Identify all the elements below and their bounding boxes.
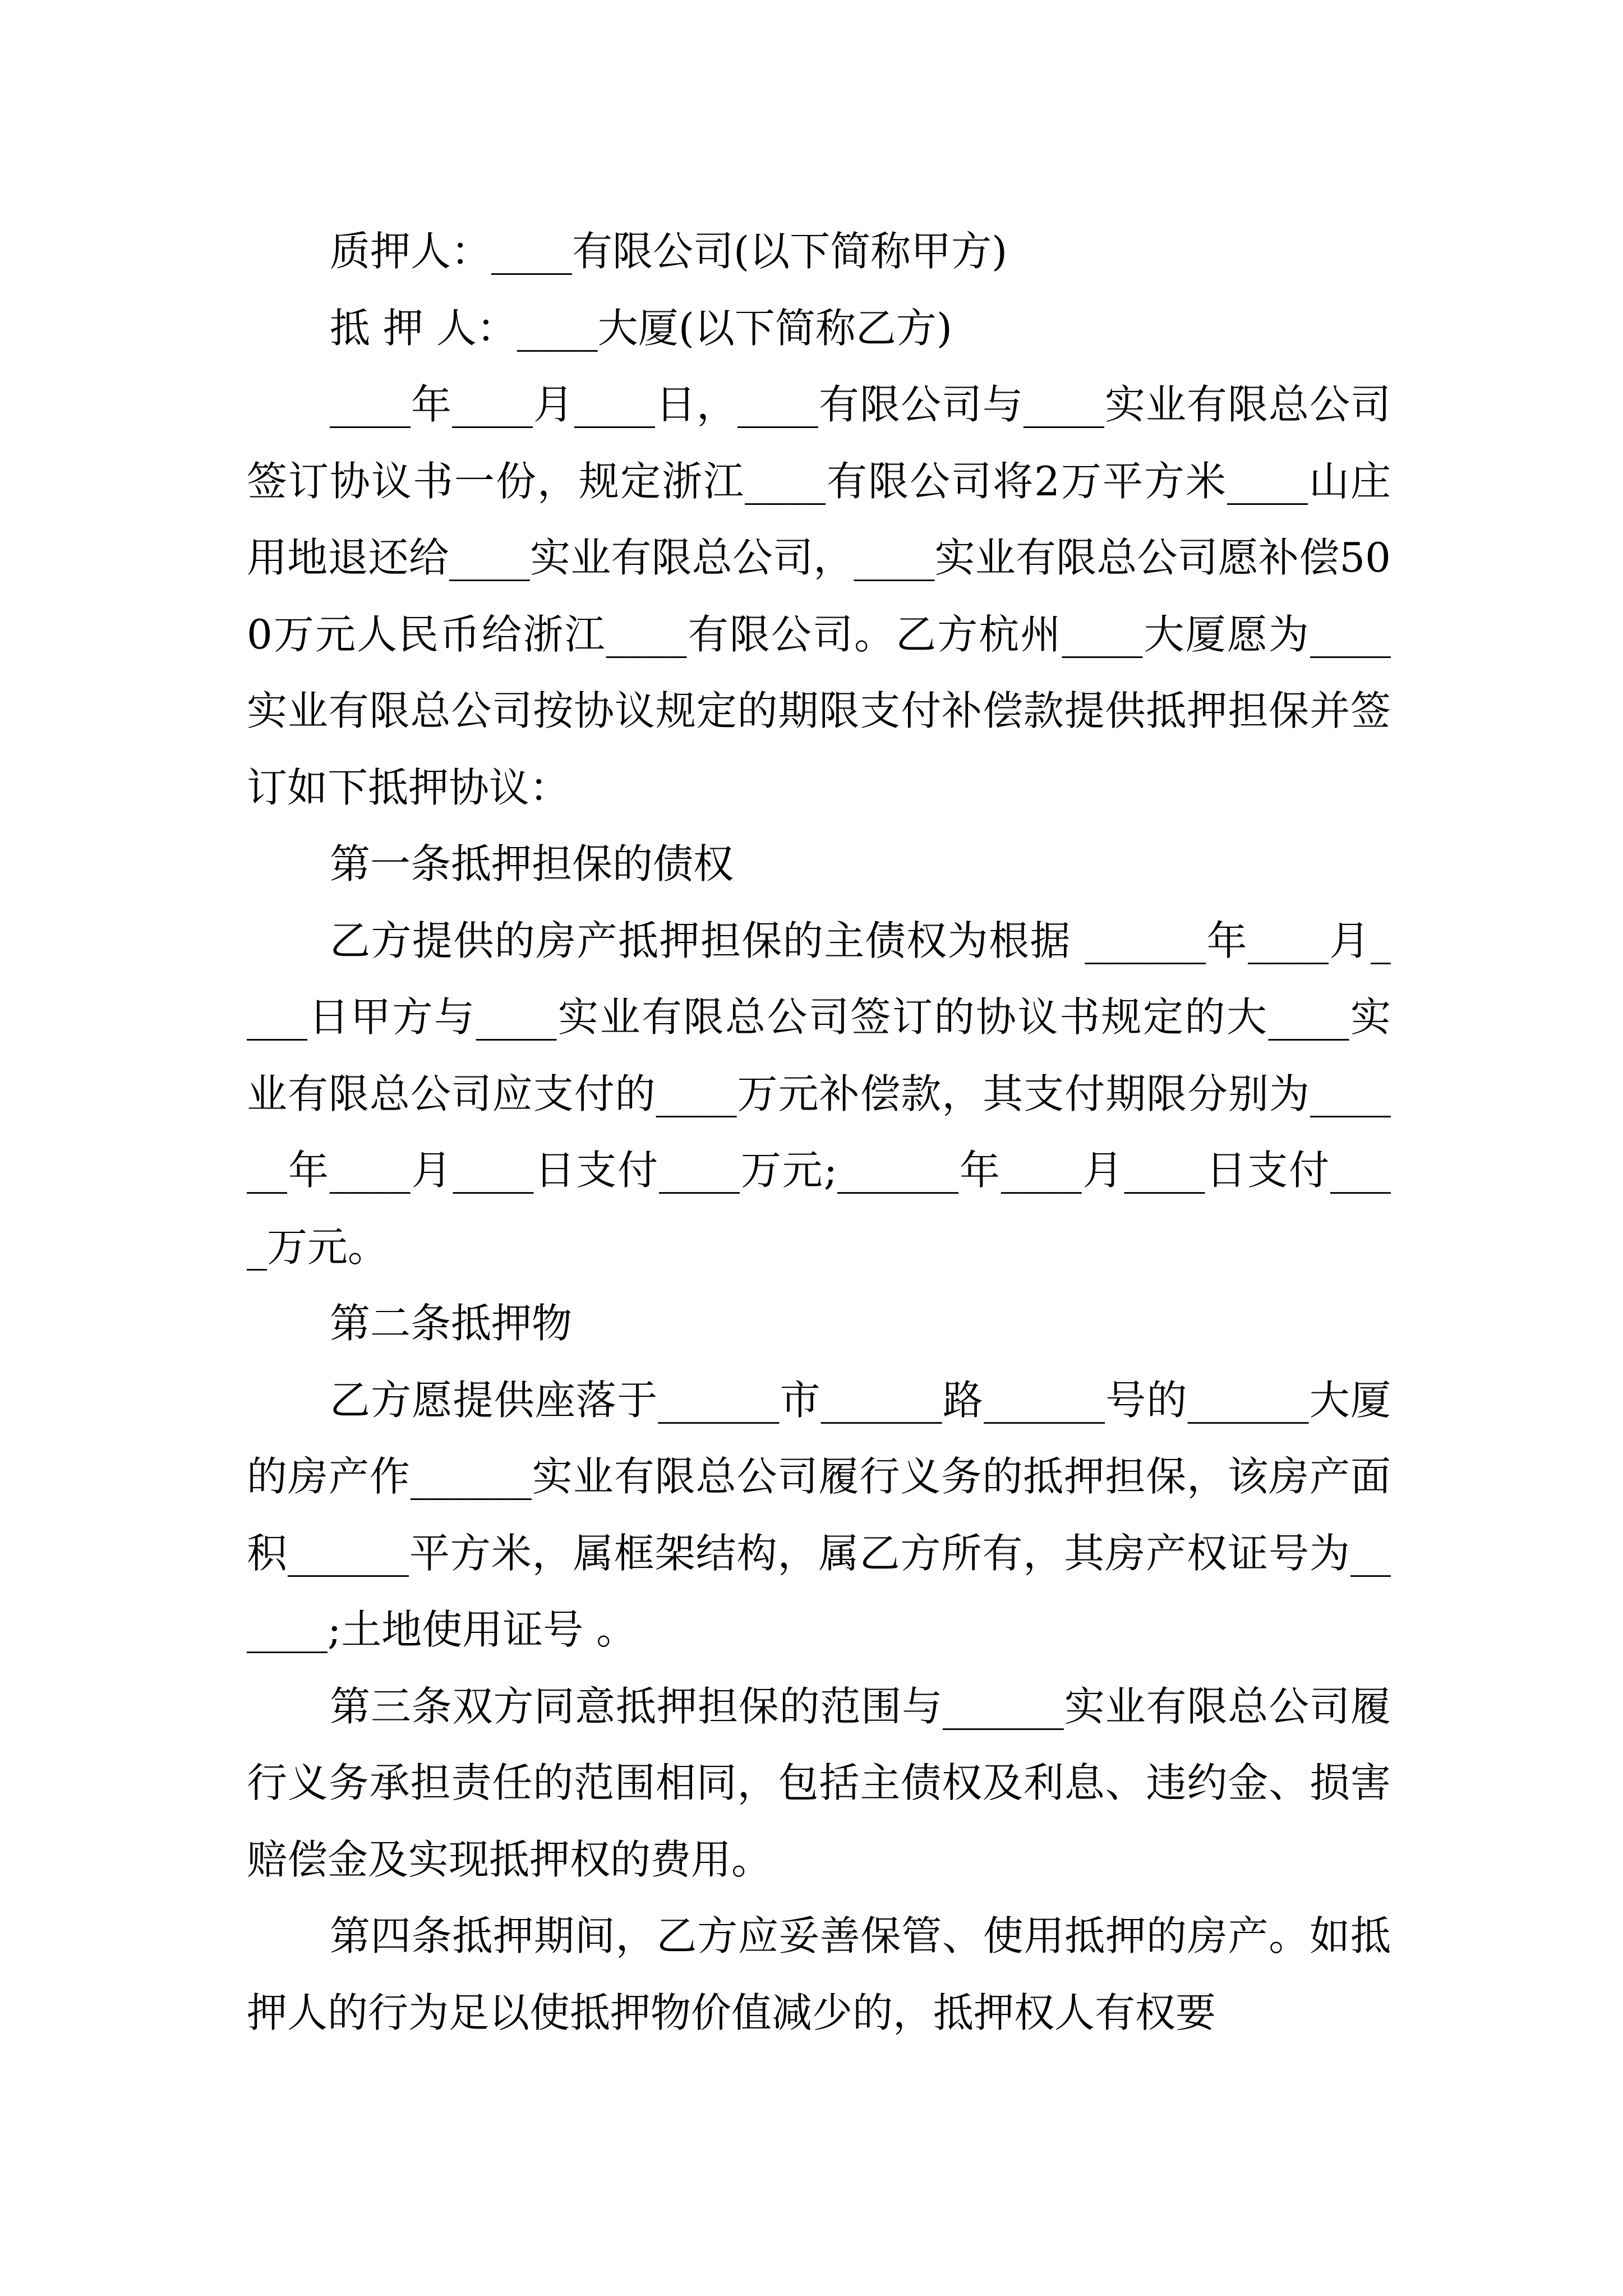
article-3-paragraph: 第三条双方同意抵押担保的范围与______实业有限总公司履行义务承担责任的范围相同，包括主债权及利息、违约金、损害赔偿金及实现抵押权的费用。 [247, 1682, 1391, 1883]
document-body [247, 213, 1391, 2051]
article-2-heading: 第二条抵押物 [330, 1300, 573, 1347]
article-2-paragraph: 乙方愿提供座落于______市______路______号的______大厦的房产作______实业有限总公司履行义务的抵押担保，该房产面积______平方米，属框架结构，属乙方所有，其房产权证号为______;土地使用证号 。 [247, 1376, 1391, 1653]
article-1-heading: 第一条抵押担保的债权 [330, 840, 734, 887]
article-4-paragraph: 第四条抵押期间，乙方应妥善保管、使用抵押的房产。如抵押人的行为足以使抵押物价值减少的，抵押权人有权要 [247, 1912, 1391, 2036]
pledgee-line: 质押人：____有限公司(以下简称甲方) [330, 228, 1008, 275]
mortgagor-line: 抵 押 人：____大厦(以下简称乙方) [330, 304, 952, 352]
preamble-paragraph: ____年____月____日，____有限公司与____实业有限总公司签订协议书一份，规定浙江____有限公司将2万平方米____山庄用地退还给____实业有限总公司，____实业有限总公司愿补偿500万元人民币给浙江____有限公司。乙方杭州____大厦愿为____实业有限总公司按协议规定的期限支付补偿款提供抵押担保并签订如下抵押协议： [247, 381, 1391, 811]
article-1-paragraph: 乙方提供的房产抵押担保的主债权为根据 ______年____月____日甲方与____实业有限总公司签订的协议书规定的大____实业有限总公司应支付的____万元补偿款，其支付期限分别为______年____月____日支付____万元;______年____月____日支付____万元。 [247, 917, 1391, 1271]
